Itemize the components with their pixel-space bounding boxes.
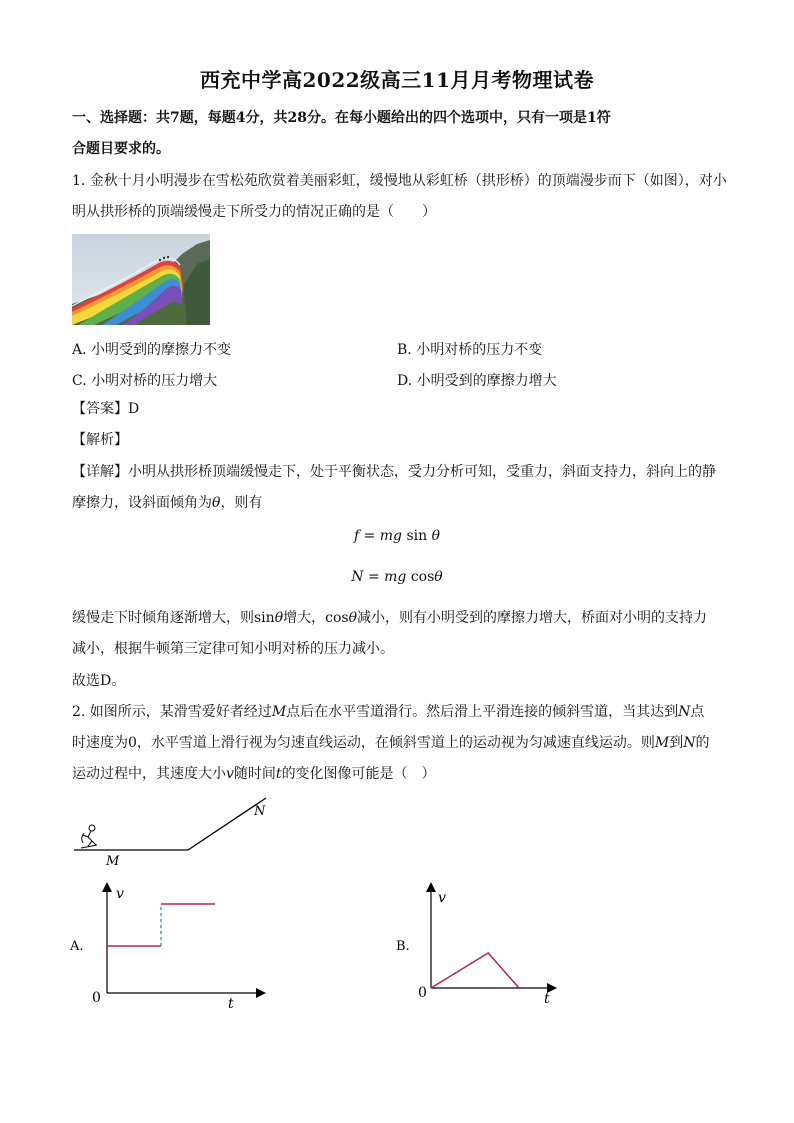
formula-friction [0, 528, 794, 544]
q1-conclusion-line2: 减小，根据牛顿第三定律可知小明对桥的压力减小。 [72, 641, 394, 657]
formula1-fn: sin [402, 528, 432, 544]
q1-analysis-label: 【解析】 [72, 432, 128, 448]
q1-conclusion-line1 [72, 607, 707, 629]
graph-a-x-arrow [256, 988, 266, 998]
q1-option-a: A. 小明受到的摩擦力不变 [72, 342, 232, 358]
graph-b-velocity-line [431, 953, 519, 988]
formula-normal [0, 569, 794, 585]
q2-stem-line2 [72, 732, 710, 754]
ski-slope-diagram [70, 795, 280, 870]
answer-label: 【答案】 [72, 401, 128, 417]
q2-l1a: 2. 如图所示，某滑雪爱好者经过 [72, 704, 272, 720]
q2-l2c: 的 [695, 735, 710, 751]
conc-a: 缓慢走下时倾角逐渐增大，则 [72, 610, 254, 626]
graph-a-option-label: A. [70, 939, 84, 954]
q1-detail-line2 [72, 492, 262, 514]
q2-m-2: M [654, 735, 670, 751]
formula1-lhs: f [353, 528, 360, 544]
q1-option-c: C. 小明对桥的压力增大 [72, 373, 218, 389]
graph-b [394, 878, 594, 1013]
conc-sin: sin [254, 610, 275, 626]
detail-line2-pre: 摩擦力，设斜面倾角为 [72, 495, 212, 511]
q2-l1c: 点 [690, 704, 705, 720]
formula2-eq: = [363, 569, 385, 585]
detail-text: 小明从拱形桥顶端缓慢走下，处于平衡状态，受力分析可知，受重力，斜面支持力，斜向上的静 [128, 464, 716, 480]
conc-theta-1: θ [274, 610, 284, 626]
q2-n-2: N [683, 735, 696, 751]
detail-line2-post: ，则有 [220, 495, 263, 511]
q2-l3a: 运动过程中，其速度大小 [72, 766, 226, 782]
graph-a-xlabel: t [228, 996, 234, 1012]
q1-option-d: D. 小明受到的摩擦力增大 [397, 373, 557, 389]
q2-v: v [226, 766, 234, 782]
graph-b-origin: 0 [418, 985, 427, 1001]
formula2-fn: cos [406, 569, 435, 585]
section-heading-line1: 一、选择题：共7题，每题4分，共28分。在每小题给出的四个选项中，只有一项是1符 [72, 110, 611, 126]
skier-icon [81, 825, 97, 848]
theta-symbol: θ [212, 495, 221, 511]
q1-stem-line2: 明从拱形桥的顶端缓慢走下所受力的情况正确的是（ ） [72, 204, 436, 220]
answer-value: D [128, 401, 140, 417]
q2-l2b: 到 [669, 735, 684, 751]
point-m-label: M [106, 854, 120, 869]
q2-l2a: 时速度为0，水平雪道上滑行视为匀速直线运动，在倾斜雪道上的运动视为匀减速直线运动。则 [72, 735, 655, 751]
q1-answer [72, 398, 139, 420]
formula1-var: θ [431, 528, 441, 544]
graph-a [68, 878, 268, 1013]
graph-b-ylabel: v [438, 890, 446, 906]
graph-b-xlabel: t [544, 991, 550, 1007]
q2-t: t [275, 766, 282, 782]
graph-a-y-arrow [102, 882, 112, 892]
formula2-mg: mg [384, 569, 407, 585]
graph-b-y-arrow [426, 882, 436, 892]
q2-l3b: 随时间 [233, 766, 276, 782]
formula2-lhs: N [351, 569, 364, 585]
q1-option-b: B. 小明对桥的压力不变 [397, 342, 543, 358]
detail-label: 【详解】 [72, 464, 128, 480]
formula2-var: θ [434, 569, 443, 585]
conc-c: 减小，则有小明受到的摩擦力增大，桥面对小明的支持力 [357, 610, 708, 626]
graph-a-ylabel: v [116, 886, 124, 902]
conc-cos: cos [325, 610, 349, 626]
q2-l1b: 点后在水平雪道滑行。然后滑上平滑连接的倾斜雪道，当其达到 [286, 704, 679, 720]
q2-l3c: 的变化图像可能是（ ） [281, 766, 436, 782]
conc-theta-2: θ [348, 610, 358, 626]
q2-stem-line3 [72, 763, 436, 785]
graph-a-origin: 0 [92, 990, 101, 1006]
section-heading-line2: 合题目要求的。 [72, 141, 170, 157]
page-title: 西充中学高2022级高三11月月考物理试卷 [200, 68, 594, 92]
formula1-mg: mg [379, 528, 403, 544]
graph-b-option-label: B. [396, 939, 410, 954]
q2-n-1: N [678, 704, 691, 720]
rainbow-bridge-photo [72, 234, 210, 325]
formula1-eq: = [359, 528, 380, 544]
conc-b: 增大， [283, 610, 326, 626]
q2-stem-line1 [72, 701, 704, 723]
q1-stem-line1: 1. 金秋十月小明漫步在雪松苑欣赏着美丽彩虹，缓慢地从彩虹桥（拱形桥）的顶端漫步而下（如图），对小 [72, 173, 727, 189]
point-n-label: N [254, 804, 266, 819]
q1-choice: 故选D。 [72, 673, 126, 689]
q2-m-1: M [271, 704, 287, 720]
q1-detail-line1 [72, 461, 716, 483]
